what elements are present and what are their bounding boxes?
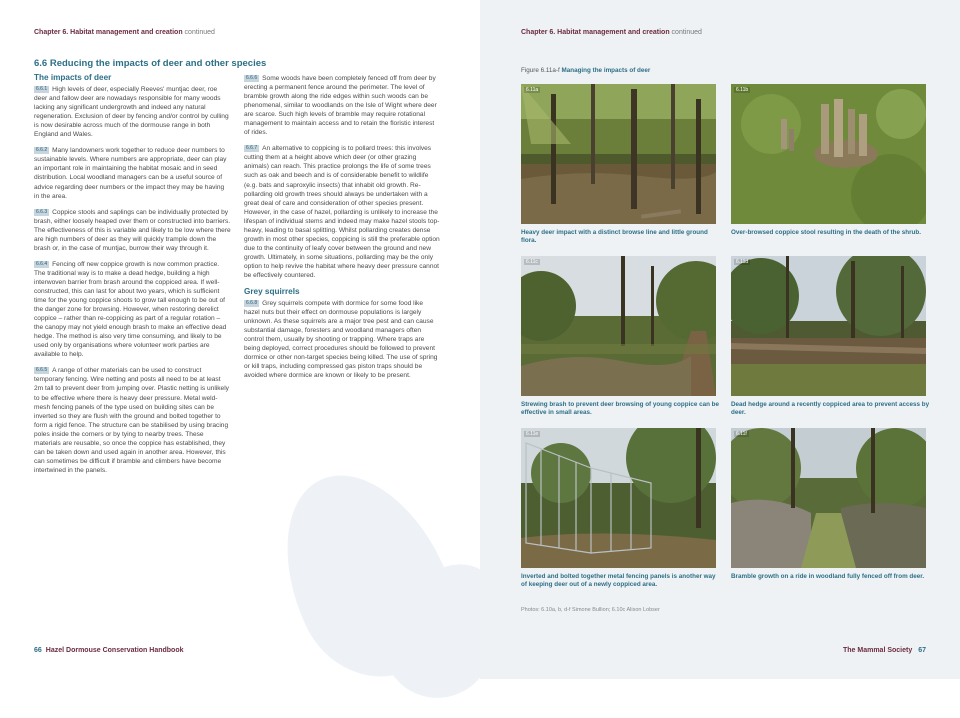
caption-6-11f: Bramble growth on a ride in woodland fully fenced off from deer. bbox=[731, 573, 925, 580]
footer-title-left: Hazel Dormouse Conservation Handbook bbox=[45, 647, 184, 654]
caption-6-11e: Inverted and bolted together metal fencing panels is another way of keeping deer out of a newly coppiced area. bbox=[521, 573, 716, 588]
photo-tag: 6.11f bbox=[736, 431, 747, 437]
paragraph-number: 6.6.2 bbox=[36, 147, 48, 154]
caption-6-11d: Dead hedge around a recently coppiced area to prevent access by deer. bbox=[731, 401, 930, 416]
photo-credits: Photos: 6.10a, b, d-f Simone Bullion; 6.10c Alison Lobser bbox=[521, 607, 660, 613]
photo-6-11a bbox=[521, 84, 716, 224]
paragraph-number: 6.6.1 bbox=[36, 86, 48, 93]
paragraph-6-6-6: 6.6.6 Some woods have been completely fenced off from deer by erecting a permanent fence around the perimeter. The level of bramble growth along the ride edges within such woods can be phenomenal, similar to woodlands on the Isle of Wight where deer are scarce. Such high levels of bramble may require rotational management to maintain access and to retain the floristic interest of rides. bbox=[244, 75, 437, 137]
page-number-left: 66 bbox=[34, 647, 42, 654]
paragraph-number: 6.6.4 bbox=[36, 260, 48, 267]
section-title: 6.6 Reducing the impacts of deer and other species bbox=[34, 58, 267, 69]
paragraph-number: 6.6.8 bbox=[246, 300, 258, 307]
caption-6-11b: Over-browsed coppice stool resulting in the death of the shrub. bbox=[731, 229, 921, 236]
photo-6-11b bbox=[731, 84, 926, 224]
photo-6-11c bbox=[521, 256, 716, 396]
left-page bbox=[0, 0, 480, 679]
paragraph-6-6-1: 6.6.1 High levels of deer, especially Reeves' muntjac deer, roe deer and fallow deer are nowadays responsible for many woods lacking any significant undergrowth and indeed any natural regeneration. Exclusion of deer by fencing and/or control by culling is now desirable across much of the dormouse range in both England and Wales. bbox=[34, 86, 229, 139]
running-head-right: Chapter 6. Habitat management and creation continued bbox=[521, 29, 702, 36]
paragraph-6-6-3: 6.6.3 Coppice stools and saplings can be individually protected by brash, either loosely heaped over them or constructed into barriers. The effectiveness of this is variable and likely to be low where there are high numbers of deer as they will quickly trample down the brash or, in the case of muntjac, burrow their way through it. bbox=[34, 208, 231, 252]
paragraph-6-6-2: 6.6.2 Many landowners work together to reduce deer numbers to sustainable levels. Where numbers are appropriate, deer can play an important role in maintaining the habitat mosaic and in seed distribution. Local woodland managers can be a useful source of advice regarding deer numbers or the impact they may be having in the area. bbox=[34, 147, 227, 200]
text-column-2 bbox=[244, 74, 440, 388]
photo-tag: 6.11a bbox=[526, 87, 539, 93]
photo-6-11d bbox=[731, 256, 926, 396]
photo-6-11f bbox=[731, 428, 926, 568]
paragraph-number: 6.6.3 bbox=[36, 208, 48, 215]
paragraph-6-6-7: 6.6.7 An alternative to coppicing is to pollard trees: this involves cutting them at a height above which deer (or other grazing animals) can reach. This practice prolongs the life of some trees such as oak and beech and is of considerable benefit to wildlife (e.g. bats and saproxylic insects) that inhabit old growth. Re-pollarding old growth trees should always be undertaken with a great deal of care and consideration of other species present. However, in the case of hazel, pollarding is unlikely to increase the lifespan of individual stems and indeed may make hazel stools top-heavy, leading to basal splitting. Whilst pollarding creates dense growth in most other species, coppicing is still the preferable option due to the continuity of leafy cover between the ground and new growth. Ultimately, in some situations, pollarding may be the only option to help revive the habitat where heavy deer pressure cannot be effectively countered. bbox=[244, 145, 440, 279]
paragraph-number: 6.6.6 bbox=[246, 75, 258, 81]
paragraph-6-6-5: 6.6.5 A range of other materials can be used to construct temporary fencing. Wire netting and posts all need to be at least 2m tall to prevent deer from jumping over. Plastic netting is unlikely to be effective where there is heavy deer pressure. Metal weld-mesh fencing panels of the type used on building sites can be inverted so they are flush with the ground and bolted together to form a rigid fence. The structure can be stabilised by using bracing poles inside the corners or by tying to nearby trees. These materials are reusable, so once the coppice has established, they can be taken down and used again in another area. However, this can sometimes be difficult if bramble and climbers have become intertwined in the panels. bbox=[34, 367, 229, 474]
photo-tag: 6.11d bbox=[736, 259, 749, 265]
footer-title-right: The Mammal Society bbox=[843, 647, 913, 654]
caption-6-11c: Strewing brash to prevent deer browsing of young coppice can be effective in small areas. bbox=[521, 401, 720, 416]
figure-title bbox=[521, 67, 650, 74]
footer-left bbox=[34, 647, 184, 654]
paragraph-6-6-8: 6.6.8 Grey squirrels compete with dormice for some food like hazel nuts but their effect on dormouse populations is largely unknown. As these squirrels are a major tree pest and can cause substantial damage, foresters and woodland managers often control them, usually by shooting or trapping. Where traps are being deployed, correct procedures should be followed to prevent dormice or other non-target species being killed. The use of spring or kill traps, including compressed gas piston traps should be avoided where dormice are known or likely to be present. bbox=[244, 300, 438, 380]
subheading-impacts-of-deer: The impacts of deer bbox=[34, 73, 112, 82]
subheading-grey-squirrels: Grey squirrels bbox=[244, 287, 300, 297]
caption-6-11a: Heavy deer impact with a distinct browse line and little ground flora. bbox=[521, 229, 708, 244]
paragraph-6-6-4: 6.6.4 Fencing off new coppice growth is now common practice. The traditional way is to make a dead hedge, building a high interwoven barrier from brash around the coppiced area. If well-constructed, this can last for about two years, which is sufficient time for the young coppice shoots to grow tall enough to be out of the danger zone for browsing. However, when restoring derelict coppice – rather than re-coppicing as part of a regular rotation – the canopy may not yield enough brash to make an effective dead hedge. The method is also very time consuming, and likely to be used only by organisations where volunteer work parties are available to help. bbox=[34, 260, 227, 359]
running-head-left: Chapter 6. Habitat management and creation continued bbox=[34, 29, 215, 36]
photo-tag: 6.11b bbox=[736, 87, 749, 93]
figure-label: Figure 6.11a-f bbox=[521, 67, 560, 74]
photo-6-11e bbox=[521, 428, 716, 568]
paragraph-number: 6.6.7 bbox=[246, 145, 258, 152]
text-column-1 bbox=[34, 72, 231, 482]
page-number-right: 67 bbox=[918, 647, 926, 654]
photo-tag: 6.11c bbox=[526, 259, 538, 265]
photo-tag: 6.11e bbox=[526, 431, 539, 437]
figure-heading: Managing the impacts of deer bbox=[561, 67, 651, 74]
paragraph-number: 6.6.5 bbox=[36, 367, 48, 374]
footer-right bbox=[843, 647, 926, 654]
